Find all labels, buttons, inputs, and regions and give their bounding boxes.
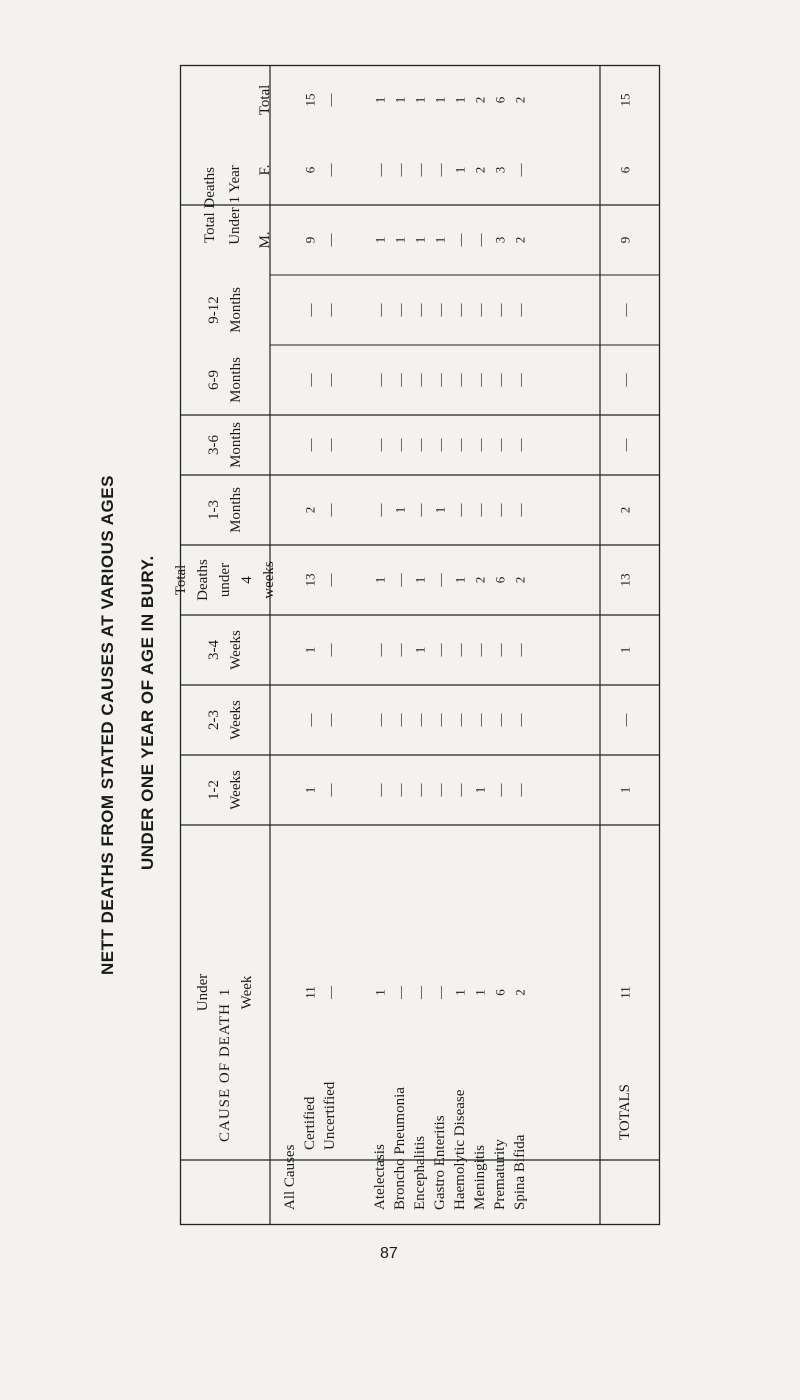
cause-8-value-w34: — xyxy=(512,643,528,657)
cause-7-value-m13: — xyxy=(492,503,508,517)
column-header-m69-line-2: Months xyxy=(228,357,244,403)
certified-value-w12: 1 xyxy=(302,786,318,794)
column-header-Total-line-1: Total xyxy=(257,84,273,116)
cause-6-value-F: 2 xyxy=(472,166,488,174)
total-deaths-group-header-1: Total Deaths xyxy=(202,166,218,244)
cause-6-value-Total: 2 xyxy=(472,96,488,104)
cause-8-value-F: — xyxy=(512,163,528,177)
cause-3-value-Total: 1 xyxy=(412,96,428,104)
column-header-w34-line-1: 3-4 xyxy=(206,640,222,660)
column-header-m36-line-1: 3-6 xyxy=(206,435,222,455)
cause-7-value-m36: — xyxy=(492,438,508,452)
cause-5-value-total4w: 1 xyxy=(452,576,468,584)
uncertified-value-m69: — xyxy=(322,373,338,387)
cause-8-value-M: 2 xyxy=(512,236,528,244)
cause-8-value-m13: — xyxy=(512,503,528,517)
cause-1-value-m36: — xyxy=(372,438,388,452)
uncertified-value-total4w: — xyxy=(322,573,338,587)
cause-3-value-w34: 1 xyxy=(412,646,428,654)
column-header-m69-line-1: 6-9 xyxy=(206,370,222,390)
cause-4-value-total4w: — xyxy=(432,573,448,587)
cause-label-6: Meningitis xyxy=(472,1144,488,1210)
column-header-under1w-line-3: Week xyxy=(239,975,255,1010)
cause-label-2: Broncho Pneumonia xyxy=(392,1087,408,1210)
column-header-under1w-line-2: 1 xyxy=(217,988,233,997)
cause-6-value-m912: — xyxy=(472,303,488,317)
cause-3-value-m36: — xyxy=(412,438,428,452)
cause-5-value-F: 1 xyxy=(452,166,468,174)
column-header-w23-line-1: 2-3 xyxy=(206,710,222,730)
cause-3-value-m69: — xyxy=(412,373,428,387)
cause-5-value-m69: — xyxy=(452,373,468,387)
totals-value-m13: 2 xyxy=(617,506,633,514)
cause-8-value-under1w: 2 xyxy=(512,989,528,996)
column-header-w23-line-2: Weeks xyxy=(228,700,244,740)
cause-8-value-w12: — xyxy=(512,783,528,797)
cause-3-value-w23: — xyxy=(412,713,428,727)
totals-value-w12: 1 xyxy=(617,786,633,794)
uncertified-value-w12: — xyxy=(322,783,338,797)
certified-value-Total: 15 xyxy=(302,93,318,107)
cause-4-value-M: 1 xyxy=(432,236,448,244)
cause-5-value-M: — xyxy=(452,233,468,247)
cause-7-value-m912: — xyxy=(492,303,508,317)
cause-8-value-m912: — xyxy=(512,303,528,317)
cause-label-4: Gastro Enteritis xyxy=(432,1115,448,1210)
cause-1-value-total4w: 1 xyxy=(372,576,388,584)
uncertified-value-under1w: — xyxy=(322,986,338,999)
uncertified-value-m36: — xyxy=(322,438,338,452)
cause-7-value-w23: — xyxy=(492,713,508,727)
cause-7-value-Total: 6 xyxy=(492,96,508,104)
cause-1-value-M: 1 xyxy=(372,236,388,244)
cause-2-value-F: — xyxy=(392,163,408,177)
cause-4-value-w34: — xyxy=(432,643,448,657)
totals-value-m912: — xyxy=(617,303,633,317)
cause-4-value-m912: — xyxy=(432,303,448,317)
cause-3-value-F: — xyxy=(412,163,428,177)
cause-2-value-m69: — xyxy=(392,373,408,387)
cause-of-death-header: CAUSE OF DEATH xyxy=(217,1002,233,1143)
cause-4-value-F: — xyxy=(432,163,448,177)
certified-value-m912: — xyxy=(302,303,318,317)
cause-4-value-Total: 1 xyxy=(432,96,448,104)
column-header-m912-line-1: 9-12 xyxy=(206,296,222,324)
cause-3-value-under1w: — xyxy=(412,986,428,999)
cause-6-value-w12: 1 xyxy=(472,786,488,794)
cause-4-value-w12: — xyxy=(432,783,448,797)
uncertified-value-F: — xyxy=(322,163,338,177)
cause-7-value-w12: — xyxy=(492,783,508,797)
cause-label-3: Encephalitis xyxy=(412,1135,428,1210)
column-header-w12-line-1: 1-2 xyxy=(206,780,222,800)
column-header-M-line-1: M. xyxy=(257,231,273,249)
uncertified-value-m13: — xyxy=(322,503,338,517)
cause-2-value-total4w: — xyxy=(392,573,408,587)
certified-value-total4w: 13 xyxy=(302,573,318,587)
certified-value-m69: — xyxy=(302,373,318,387)
cause-1-value-m912: — xyxy=(372,303,388,317)
cause-1-value-m13: — xyxy=(372,503,388,517)
certified-label: Certified xyxy=(302,1096,318,1150)
mortality-table xyxy=(173,65,660,1225)
certified-value-w34: 1 xyxy=(302,646,318,654)
totals-label: TOTALS xyxy=(617,1083,633,1140)
cause-8-value-m36: — xyxy=(512,438,528,452)
cause-1-value-Total: 1 xyxy=(372,96,388,104)
uncertified-value-w34: — xyxy=(322,643,338,657)
cause-2-value-M: 1 xyxy=(392,236,408,244)
uncertified-value-Total: — xyxy=(322,93,338,107)
cause-4-value-m69: — xyxy=(432,373,448,387)
cause-5-value-w34: — xyxy=(452,643,468,657)
cause-6-value-m13: — xyxy=(472,503,488,517)
cause-5-value-w23: — xyxy=(452,713,468,727)
totals-value-total4w: 13 xyxy=(617,573,633,587)
column-header-w34-line-2: Weeks xyxy=(228,630,244,670)
cause-1-value-F: — xyxy=(372,163,388,177)
cause-4-value-m36: — xyxy=(432,438,448,452)
cause-1-value-m69: — xyxy=(372,373,388,387)
totals-value-F: 6 xyxy=(617,166,633,174)
cause-6-value-M: — xyxy=(472,233,488,247)
cause-8-value-w23: — xyxy=(512,713,528,727)
cause-6-value-m69: — xyxy=(472,373,488,387)
totals-value-m36: — xyxy=(617,438,633,452)
certified-value-w23: — xyxy=(302,713,318,727)
cause-5-value-under1w: 1 xyxy=(452,989,468,996)
cause-1-value-under1w: 1 xyxy=(372,989,388,996)
page-number: 87 xyxy=(380,1245,398,1262)
cause-2-value-under1w: — xyxy=(392,986,408,999)
totals-value-w23: — xyxy=(617,713,633,727)
title-line-1: NETT DEATHS FROM STATED CAUSES AT VARIOUS AGES xyxy=(98,475,117,975)
cause-5-value-w12: — xyxy=(452,783,468,797)
total-deaths-group-header-2: Under 1 Year xyxy=(227,165,243,245)
column-header-m912-line-2: Months xyxy=(228,287,244,333)
column-header-total4w-line-5: weeks xyxy=(261,561,277,599)
cause-label-7: Prematurity xyxy=(492,1139,508,1210)
title-line-2: UNDER ONE YEAR OF AGE IN BURY. xyxy=(138,555,157,870)
cause-3-value-w12: — xyxy=(412,783,428,797)
cause-4-value-under1w: — xyxy=(432,986,448,999)
cause-6-value-w23: — xyxy=(472,713,488,727)
totals-value-M: 9 xyxy=(617,236,633,244)
cause-1-value-w12: — xyxy=(372,783,388,797)
cause-4-value-m13: 1 xyxy=(432,506,448,514)
cause-6-value-w34: — xyxy=(472,643,488,657)
cause-2-value-Total: 1 xyxy=(392,96,408,104)
cause-2-value-w34: — xyxy=(392,643,408,657)
cause-4-value-w23: — xyxy=(432,713,448,727)
certified-value-m36: — xyxy=(302,438,318,452)
cause-7-value-total4w: 6 xyxy=(492,576,508,584)
column-header-F-line-1: F. xyxy=(257,164,273,176)
totals-value-w34: 1 xyxy=(617,646,633,654)
cause-3-value-total4w: 1 xyxy=(412,576,428,584)
totals-value-Total: 15 xyxy=(617,93,633,107)
cause-label-1: Atelectasis xyxy=(372,1144,388,1210)
column-header-m36-line-2: Months xyxy=(228,422,244,468)
cause-7-value-under1w: 6 xyxy=(492,989,508,996)
cause-2-value-w23: — xyxy=(392,713,408,727)
cause-3-value-m13: — xyxy=(412,503,428,517)
uncertified-value-w23: — xyxy=(322,713,338,727)
cause-7-value-M: 3 xyxy=(492,236,508,244)
cause-7-value-m69: — xyxy=(492,373,508,387)
cause-8-value-Total: 2 xyxy=(512,96,528,104)
cause-7-value-w34: — xyxy=(492,643,508,657)
cause-2-value-m13: 1 xyxy=(392,506,408,514)
cause-label-8: Spina Bifida xyxy=(512,1134,528,1210)
cause-8-value-total4w: 2 xyxy=(512,576,528,584)
column-header-w12-line-2: Weeks xyxy=(228,770,244,810)
cause-5-value-Total: 1 xyxy=(452,96,468,104)
page-titles xyxy=(0,0,200,1300)
cause-2-value-m912: — xyxy=(392,303,408,317)
certified-value-M: 9 xyxy=(302,236,318,244)
column-header-total4w-line-3: under xyxy=(217,562,233,598)
cause-1-value-w23: — xyxy=(372,713,388,727)
cause-5-value-m13: — xyxy=(452,503,468,517)
certified-value-m13: 2 xyxy=(302,506,318,514)
column-header-total4w-line-2: Deaths xyxy=(195,559,211,601)
cause-2-value-w12: — xyxy=(392,783,408,797)
certified-value-under1w: 11 xyxy=(302,986,318,999)
uncertified-value-m912: — xyxy=(322,303,338,317)
cause-label-5: Haemolytic Disease xyxy=(452,1089,468,1210)
cause-6-value-under1w: 1 xyxy=(472,989,488,996)
cause-5-value-m36: — xyxy=(452,438,468,452)
cause-6-value-m36: — xyxy=(472,438,488,452)
column-header-total4w-line-4: 4 xyxy=(239,576,255,584)
totals-value-m69: — xyxy=(617,373,633,387)
uncertified-value-M: — xyxy=(322,233,338,247)
cause-7-value-F: 3 xyxy=(492,166,508,174)
cause-8-value-m69: — xyxy=(512,373,528,387)
totals-value-under1w: 11 xyxy=(617,986,633,999)
column-header-m13-line-1: 1-3 xyxy=(206,500,222,520)
cause-2-value-m36: — xyxy=(392,438,408,452)
certified-value-F: 6 xyxy=(302,166,318,174)
uncertified-label: Uncertified xyxy=(322,1081,338,1150)
cause-1-value-w34: — xyxy=(372,643,388,657)
column-header-under1w-line-1: Under xyxy=(195,973,211,1012)
all-causes-label: All Causes xyxy=(282,1144,298,1210)
column-header-m13-line-2: Months xyxy=(228,487,244,533)
column-header-total4w-line-1: Total xyxy=(173,564,189,596)
cause-5-value-m912: — xyxy=(452,303,468,317)
cause-3-value-M: 1 xyxy=(412,236,428,244)
cause-3-value-m912: — xyxy=(412,303,428,317)
cause-6-value-total4w: 2 xyxy=(472,576,488,584)
